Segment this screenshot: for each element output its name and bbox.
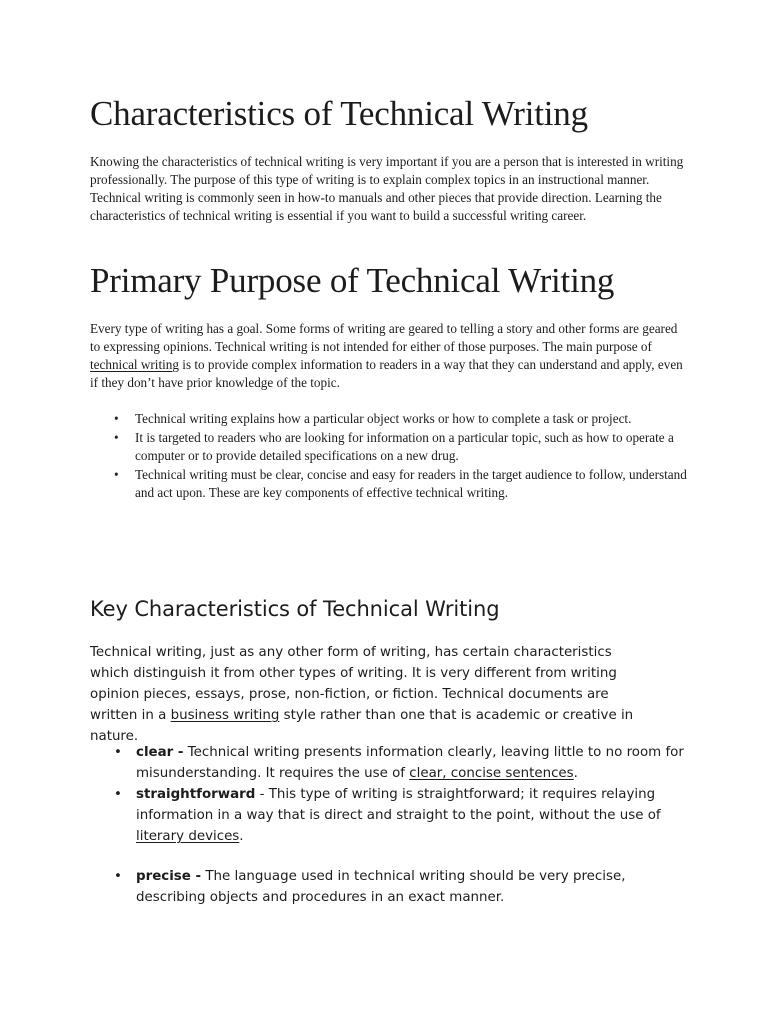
clear-concise-sentences-link[interactable]: clear, concise sentences <box>409 766 574 781</box>
key-text-end: style rather than one that is academic or creative in nature. <box>90 708 634 744</box>
list-item <box>90 410 690 428</box>
purpose-paragraph <box>90 320 690 392</box>
purpose-bullet-list <box>90 410 690 503</box>
purpose-text-start: Every type of writing has a goal. Some forms of writing are geared to telling a story and other forms are geared to expressing opinions. Technical writing is not intended for either of those purposes. The main purpose of <box>90 321 678 354</box>
key-text-start: Technical writing, just as any other form of writing, has certain characteristics which distinguish it from other types of writing. It is very different from writing opinion pieces, essays, prose, non-fiction, or fiction. Technical documents are written in a <box>90 645 617 723</box>
key-paragraph <box>90 642 650 747</box>
bullet-icon: • <box>114 787 122 802</box>
term-description-end: . <box>573 766 578 781</box>
term-description: The language used in technical writing should be very precise, describing objects and procedures in an exact manner. <box>136 869 626 905</box>
list-item-clear <box>90 742 690 784</box>
bullet-icon: • <box>114 430 119 445</box>
list-item-text: It is targeted to readers who are looking for information on a particular topic, such as how to operate a computer or to provide detailed specifications on a new drug. <box>135 430 674 463</box>
intro-paragraph: Knowing the characteristics of technical writing is very important if you are a person that is interested in writing professionally. The purpose of this type of writing is to explain complex topics in an instructional manner. Technical writing is commonly seen in how-to manuals and other pieces that provide direction. Learning the characteristics of technical writing is essential if you want to build a successful writing career. <box>90 154 684 223</box>
list-item <box>90 429 690 465</box>
list-item-precise <box>90 866 690 908</box>
term-description: - This type of writing is straightforward; it requires relaying information in a way that is direct and straight to the point, without the use of <box>136 787 661 823</box>
literary-devices-link[interactable]: literary devices <box>136 829 240 844</box>
list-item-straightforward <box>90 784 690 847</box>
term-label: precise - <box>136 869 202 884</box>
list-item <box>90 466 690 502</box>
bullet-icon: • <box>114 745 122 760</box>
bullet-icon: • <box>114 869 122 884</box>
key-characteristics-list <box>90 742 690 908</box>
technical-writing-link[interactable]: technical writing <box>90 357 179 372</box>
term-label: clear - <box>136 745 184 760</box>
business-writing-link[interactable]: business writing <box>170 708 280 723</box>
page-title: Characteristics of Technical Writing <box>90 94 588 133</box>
section-heading-primary-purpose: Primary Purpose of Technical Writing <box>90 261 615 300</box>
purpose-text-end: is to provide complex information to readers in a way that they can understand and apply, even if they don’t have prior knowledge of the topic. <box>90 357 683 390</box>
term-description-end: . <box>239 829 244 844</box>
term-description: Technical writing presents information clearly, leaving little to no room for misunderstanding. It requires the use of <box>136 745 684 781</box>
bullet-icon: • <box>114 467 119 482</box>
term-label: straightforward <box>136 787 256 802</box>
list-item-text: Technical writing explains how a particular object works or how to complete a task or project. <box>135 411 632 426</box>
bullet-icon: • <box>114 411 119 426</box>
section-heading-key-characteristics: Key Characteristics of Technical Writing <box>90 597 500 621</box>
list-item-text: Technical writing must be clear, concise and easy for readers in the target audience to follow, understand and act upon. These are key components of effective technical writing. <box>135 467 687 500</box>
